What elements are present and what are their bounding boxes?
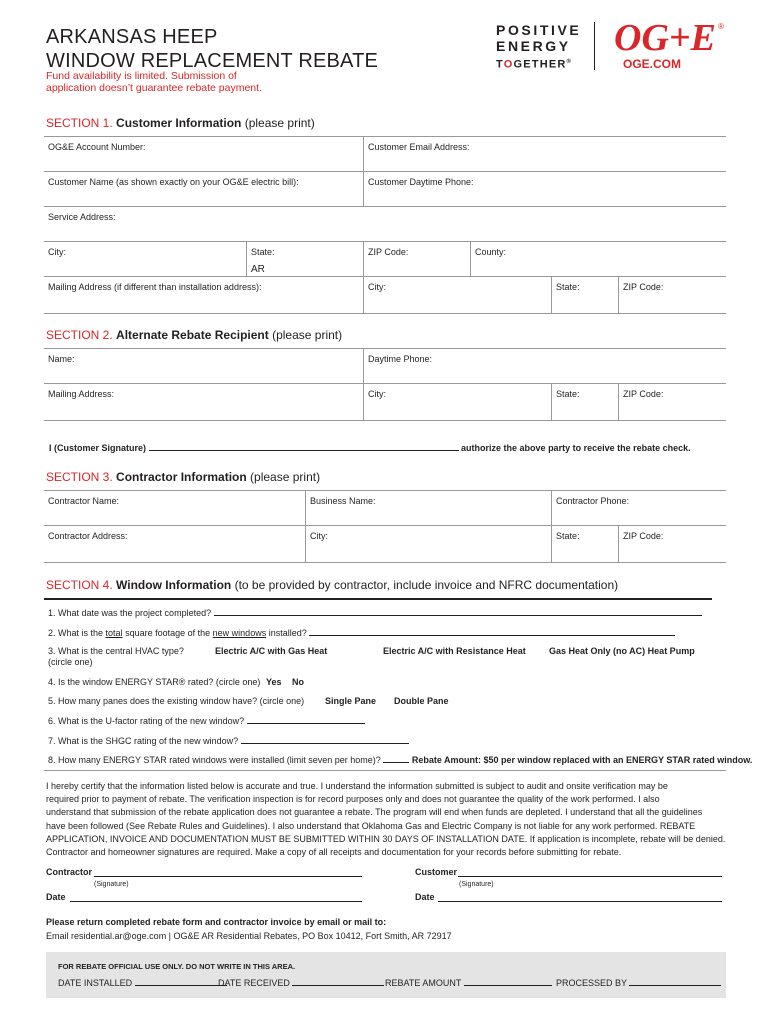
contractor-address-label: Contractor Address: (48, 531, 128, 541)
contractor-date-label: Date (46, 892, 66, 902)
section-3-heading (46, 470, 320, 484)
date-received-field (218, 977, 384, 989)
service-address-field[interactable] (44, 207, 726, 241)
recipient-name-field[interactable] (44, 349, 364, 383)
email-field[interactable] (364, 137, 726, 171)
tagline-mark: ® (566, 59, 573, 65)
oge-url: OGE.COM (623, 57, 682, 71)
recipient-zip-label: ZIP Code: (623, 389, 664, 399)
q8-blank[interactable] (383, 754, 409, 763)
city-label: City: (48, 247, 66, 257)
customer-signature-label-2: Customer (415, 867, 458, 877)
contractor-date-blank[interactable] (70, 901, 362, 902)
section-4-number: SECTION 4. (46, 578, 113, 592)
q8-row (48, 754, 752, 766)
section-4-top-rule (44, 598, 712, 600)
tagline-logo (496, 22, 581, 73)
q2-blank[interactable] (309, 627, 675, 636)
business-name-field[interactable] (306, 491, 552, 525)
q5-option-double[interactable]: Double Pane (394, 696, 449, 706)
section-2-note: (please print) (272, 328, 343, 342)
tagline-o: O (503, 58, 514, 71)
s3-row-address (44, 526, 726, 563)
recipient-state-label: State: (556, 389, 580, 399)
contractor-state-label: State: (556, 531, 580, 541)
rebate-amount-field (385, 977, 552, 989)
q1-blank[interactable] (214, 607, 702, 616)
state-field[interactable] (247, 242, 364, 276)
contractor-city-label: City: (310, 531, 328, 541)
contractor-address-field[interactable] (44, 526, 306, 562)
mailing-city-field[interactable] (364, 277, 552, 313)
certification-line-3: understand that submission of the rebate application does not guarantee a rebate. The program will end when funds are depleted. I understand that all the guidelines (46, 807, 703, 818)
section-1-number: SECTION 1. (46, 116, 113, 130)
q7-blank[interactable] (241, 735, 409, 744)
contractor-zip-label: ZIP Code: (623, 531, 664, 541)
q6-blank[interactable] (247, 715, 365, 724)
city-field[interactable] (44, 242, 247, 276)
q6-row (48, 715, 365, 727)
state-label: State: (251, 247, 275, 257)
recipient-city-label: City: (368, 389, 386, 399)
section-2-name: Alternate Rebate Recipient (116, 328, 269, 342)
customer-signature-label: I (Customer Signature) (49, 443, 147, 453)
email-label: Customer Email Address: (368, 142, 470, 152)
q5-row (48, 696, 304, 707)
tagline-t: T (496, 58, 504, 71)
q3-option-gas-heat[interactable]: Electric A/C with Gas Heat (215, 646, 328, 656)
logo-registered-mark: ® (718, 22, 724, 31)
processed-by-field (556, 977, 721, 989)
q7-label: 7. What is the SHGC rating of the new window? (48, 736, 239, 746)
section-4-name: Window Information (116, 578, 232, 592)
recipient-address-field[interactable] (44, 384, 364, 420)
oge-logo: OG+E (614, 17, 716, 59)
q1-row (48, 607, 702, 619)
section-3-name: Contractor Information (116, 470, 247, 484)
q2-label-e: installed? (268, 628, 307, 638)
contractor-name-field[interactable] (44, 491, 306, 525)
section-2-heading (46, 328, 342, 342)
title-line-2: WINDOW REPLACEMENT REBATE (46, 50, 379, 72)
county-field[interactable] (471, 242, 726, 276)
notice-line-2: application doesn’t guarantee rebate payment. (46, 82, 262, 94)
s2-row-name (44, 349, 726, 384)
certification-line-6: Contractor and homeowner signatures are required. Make a copy of all receipts and documentation for your records before submitting for rebate. (46, 847, 622, 858)
customer-name-field[interactable] (44, 172, 364, 206)
q8-label: 8. How many ENERGY STAR rated windows were installed (limit seven per home)? (48, 755, 381, 765)
contractor-signature-blank[interactable] (94, 876, 362, 877)
q2-label-a: 2. What is the (48, 628, 104, 638)
tagline-gether: GETHER (513, 58, 567, 71)
q6-label: 6. What is the U-factor rating of the new window? (48, 716, 245, 726)
contractor-zip-field[interactable] (619, 526, 726, 562)
notice-line-1: Fund availability is limited. Submission of (46, 70, 237, 82)
s1-row-name (44, 172, 726, 207)
section-4-note: (to be provided by contractor, include invoice and NFRC documentation) (234, 578, 619, 592)
certification-line-2: required prior to payment of rebate. The verification inspection is for record purposes only and does not guarantee the quality of the work performed. I also (46, 794, 660, 805)
section-4-heading (46, 578, 618, 592)
q7-row (48, 735, 409, 747)
daytime-phone-field[interactable] (364, 172, 726, 206)
daytime-phone-label: Customer Daytime Phone: (368, 177, 474, 187)
q1-label: 1. What date was the project completed? (48, 608, 212, 618)
authorize-text: authorize the above party to receive the rebate check. (461, 443, 691, 453)
recipient-address-label: Mailing Address: (48, 389, 115, 399)
contractor-phone-field[interactable] (552, 491, 726, 525)
section-3-number: SECTION 3. (46, 470, 113, 484)
mailing-address-field[interactable] (44, 277, 364, 313)
section-1-note: (please print) (244, 116, 315, 130)
certification-text (46, 780, 736, 859)
form-title (46, 25, 378, 73)
contractor-phone-label: Contractor Phone: (556, 496, 630, 506)
customer-name-label: Customer Name (as shown exactly on your OG&E electric bill): (48, 177, 299, 187)
tagline-line-1: POSITIVE (496, 22, 582, 38)
q2-label-c: square footage of the (125, 628, 211, 638)
recipient-state-field[interactable] (552, 384, 619, 420)
office-use-box (46, 952, 726, 998)
section-2-number: SECTION 2. (46, 328, 113, 342)
q2-row (48, 627, 675, 639)
q4-option-no[interactable]: No (292, 677, 304, 687)
q5-option-single[interactable]: Single Pane (325, 696, 377, 706)
s1-row-city (44, 242, 726, 277)
title-line-1: ARKANSAS HEEP (46, 26, 218, 48)
recipient-name-label: Name: (48, 354, 75, 364)
q4-option-yes[interactable]: Yes (266, 677, 282, 687)
mailing-zip-field[interactable] (619, 277, 726, 313)
processed-by-blank[interactable] (629, 977, 721, 986)
q3-row (48, 646, 184, 668)
rebate-amount-label: REBATE AMOUNT (385, 978, 462, 988)
customer-signature-blank-2[interactable] (458, 876, 722, 877)
state-value: AR (251, 264, 265, 275)
q3-option-heat-pump[interactable]: Gas Heat Only (no AC) Heat Pump (549, 646, 695, 656)
mailing-zip-label: ZIP Code: (623, 282, 664, 292)
tagline-line-3 (496, 54, 581, 73)
logo-divider (594, 22, 595, 70)
date-received-blank[interactable] (292, 977, 384, 986)
fund-notice (46, 70, 262, 94)
account-number-field[interactable] (44, 137, 364, 171)
s1-row-mailing (44, 277, 726, 314)
tagline-line-2: ENERGY (496, 38, 571, 54)
mailing-state-label: State: (556, 282, 580, 292)
mailing-address-label: Mailing Address (if different than installation address): (48, 282, 262, 292)
date-received-label: DATE RECEIVED (218, 978, 290, 988)
zip-label: ZIP Code: (368, 247, 409, 257)
q3-label-2: (circle one) (48, 657, 93, 667)
section-4-bottom-rule (44, 770, 726, 771)
certification-line-4: have been followed (See Rebate Rules and Guidelines). I also understand that Oklahoma Gas and Electric Company is not liable for any work performed. REBATE (46, 820, 696, 831)
s1-row-account (44, 137, 726, 172)
mailing-city-label: City: (368, 282, 386, 292)
contractor-signature-hint: (Signature) (94, 881, 129, 888)
recipient-phone-field[interactable] (364, 349, 726, 383)
s3-row-name (44, 491, 726, 526)
q3-option-resistance-heat[interactable]: Electric A/C with Resistance Heat (383, 646, 526, 656)
customer-date-blank[interactable] (438, 901, 722, 902)
mailing-state-field[interactable] (552, 277, 619, 313)
q4-row (48, 677, 260, 688)
date-installed-field (58, 977, 227, 989)
certification-line-5: APPLICATION, INVOICE AND DOCUMENTATION MUST BE SUBMITTED WITHIN 30 DAYS OF INSTALLATION DATE. If application is incomplete, rebate will be denied. (46, 833, 726, 844)
contractor-state-field[interactable] (552, 526, 619, 562)
contractor-name-label: Contractor Name: (48, 496, 120, 506)
customer-signature-line (49, 442, 691, 454)
county-label: County: (475, 247, 507, 257)
date-installed-label: DATE INSTALLED (58, 978, 133, 988)
q3-label-1: 3. What is the central HVAC type? (48, 646, 184, 656)
rebate-amount-blank[interactable] (464, 977, 552, 986)
customer-date-label: Date (415, 892, 435, 902)
customer-signature-hint: (Signature) (459, 881, 494, 888)
return-details: Email residential.ar@oge.com | OG&E AR Residential Rebates, PO Box 10412, Fort Smith, AR 72917 (46, 931, 452, 941)
business-name-label: Business Name: (310, 496, 376, 506)
section-3-note: (please print) (250, 470, 321, 484)
contractor-signature-label: Contractor (46, 867, 93, 877)
section-1-heading (46, 116, 315, 130)
recipient-phone-label: Daytime Phone: (368, 354, 433, 364)
service-address-label: Service Address: (48, 212, 116, 222)
q5-label: 5. How many panes does the existing window have? (circle one) (48, 696, 305, 706)
customer-signature-blank[interactable] (149, 442, 459, 451)
return-heading: Please return completed rebate form and contractor invoice by email or mail to: (46, 917, 387, 927)
certification-line-1: I hereby certify that the information listed below is accurate and true. I understand the information submitted is subject to audit and onsite verification may be (46, 781, 668, 791)
processed-by-label: PROCESSED BY (556, 978, 627, 988)
contractor-city-field[interactable] (306, 526, 552, 562)
recipient-zip-field[interactable] (619, 384, 726, 420)
q2-label-total: total (105, 628, 123, 638)
zip-field[interactable] (364, 242, 471, 276)
recipient-city-field[interactable] (364, 384, 552, 420)
q8-rebate-amount: Rebate Amount: $50 per window replaced with an ENERGY STAR rated window. (411, 755, 753, 765)
section-1-name: Customer Information (116, 116, 242, 130)
q4-label: 4. Is the window ENERGY STAR® rated? (circle one) (48, 677, 261, 687)
s2-row-address (44, 384, 726, 421)
account-number-label: OG&E Account Number: (48, 142, 146, 152)
q2-label-new-windows: new windows (212, 628, 267, 638)
office-use-heading: FOR REBATE OFFICIAL USE ONLY. DO NOT WRITE IN THIS AREA. (58, 962, 296, 971)
s1-row-service (44, 207, 726, 242)
date-installed-blank[interactable] (135, 977, 227, 986)
